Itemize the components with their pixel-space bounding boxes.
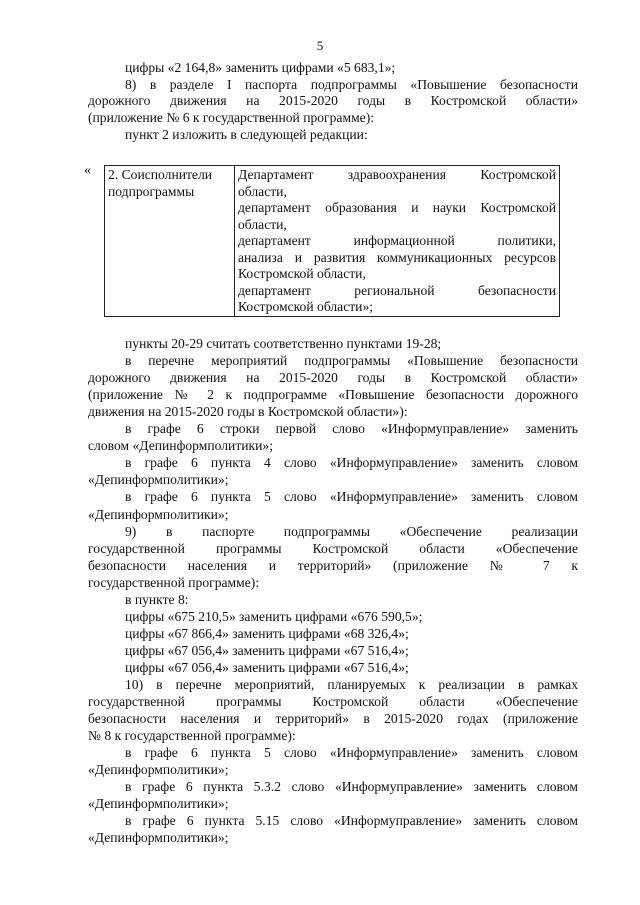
- paragraph-table: [104, 165, 560, 317]
- text-line: словом «Депинформполитики»;: [88, 438, 273, 454]
- text-line: цифры «67 866,4» заменить цифрами «68 326,4»;: [125, 625, 409, 641]
- table-content-line: Костромской области»;: [238, 299, 374, 314]
- table-cell-content: [235, 166, 560, 317]
- text-line: в перечне мероприятий подпрограммы «Повышение безопасности: [125, 353, 578, 369]
- text-line: пункт 2 изложить в следующей редакции:: [125, 126, 368, 142]
- text-line: № 8 к государственной программе):: [88, 728, 296, 744]
- table-content-line: Департамент здравоохранения Костромской: [238, 167, 556, 182]
- text-line: дорожного движения на 2015-2020 годы в Костромской области»: [88, 370, 578, 386]
- text-line: «Депинформполитики»;: [88, 762, 229, 778]
- text-line: в графе 6 пункта 5 слово «Информуправление» заменить словом: [125, 745, 578, 761]
- table-content-line: департамент региональной безопасности: [238, 282, 556, 298]
- table-cell-label: [105, 166, 235, 317]
- text-line: 8) в разделе I паспорта подпрограммы «Повышение безопасности: [125, 76, 578, 92]
- table-content-line: департамент образования и науки Костромской: [238, 200, 556, 215]
- text-line: государственной программы Костромской области «Обеспечение: [88, 694, 578, 710]
- table-row: [105, 166, 560, 317]
- text-line: 9) в паспорте подпрограммы «Обеспечение реализации: [125, 523, 578, 539]
- text-line: цифры «67 056,4» заменить цифрами «67 516,4»;: [125, 659, 409, 675]
- text-line: 10) в перечне мероприятий, планируемых к реализации в рамках: [125, 677, 578, 692]
- table-content-line: Костромской области,: [238, 266, 366, 281]
- table-content-line: области,: [238, 183, 287, 199]
- text-line: цифры «2 164,8» заменить цифрами «5 683,1»;: [125, 60, 396, 75]
- text-line: «Депинформполитики»;: [88, 796, 229, 812]
- text-line: в пункте 8:: [125, 591, 189, 607]
- opening-quote-mark: «: [84, 163, 91, 178]
- table-label-line: 2. Соисполнители: [108, 167, 213, 182]
- text-line: в графе 6 пункта 4 слово «Информуправление» заменить словом: [125, 455, 578, 471]
- table-content-line: анализа и развития коммуникационных ресурсов: [238, 249, 556, 265]
- text-line: в графе 6 пункта 5.3.2 слово «Информуправление» заменить словом: [125, 779, 578, 795]
- text-line: пункты 20-29 считать соответственно пунктами 19-28;: [125, 336, 442, 351]
- page-number: 5: [316, 38, 324, 53]
- text-line: в графе 6 пункта 5.15 слово «Информуправление» заменить словом: [125, 813, 578, 829]
- table-content-line: департамент информационной политики,: [238, 233, 556, 248]
- table-label-line: подпрограммы: [108, 183, 195, 199]
- text-line: цифры «675 210,5» заменить цифрами «676 590,5»;: [125, 608, 423, 624]
- text-line: в графе 6 пункта 5 слово «Информуправление» заменить словом: [125, 489, 578, 505]
- text-line: безопасности населения и территорий» (приложение № 7 к: [88, 557, 578, 573]
- text-line: безопасности населения и территорий» в 2015-2020 годах (приложение: [88, 711, 578, 727]
- text-line: в графе 6 строки первой слово «Информуправление» заменить: [125, 421, 578, 437]
- text-line: (приложение № 6 к государственной программе):: [88, 110, 375, 126]
- text-line: «Депинформполитики»;: [88, 472, 229, 488]
- text-line: «Депинформполитики»;: [88, 506, 229, 522]
- text-line: (приложение № 2 к подпрограмме «Повышение безопасности дорожного: [88, 387, 578, 403]
- table-content-line: области,: [238, 216, 287, 232]
- text-line: цифры «67 056,4» заменить цифрами «67 516,4»;: [125, 642, 409, 658]
- text-line: движения на 2015-2020 годы в Костромской области»):: [88, 404, 408, 420]
- text-line: государственной программы Костромской области «Обеспечение: [88, 540, 578, 556]
- text-line: государственной программе):: [88, 574, 260, 590]
- text-line: дорожного движения на 2015-2020 годы в Костромской области»: [88, 93, 578, 109]
- text-line: «Депинформполитики»;: [88, 830, 229, 846]
